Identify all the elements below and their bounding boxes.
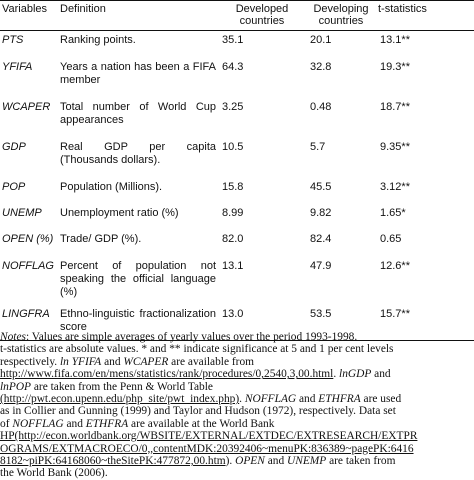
cell-variable: POP	[2, 180, 26, 193]
table-row	[0, 31, 474, 58]
cell-developed: 3.25	[222, 100, 244, 113]
table-row	[0, 257, 474, 305]
cell-definition: Total number of World Cup appearances	[60, 100, 216, 126]
notes-variable: lnPOP	[0, 380, 32, 393]
notes-text: respectively.	[0, 355, 60, 368]
worldbank-link-end[interactable]: 8182~piPK:64168060~theSitePK:477872,00.htm	[0, 455, 226, 468]
cell-variable: NOFFLAG	[2, 259, 54, 272]
cell-variable: OPEN (%)	[2, 232, 54, 245]
worldbank-link-cont[interactable]: OGRAMS/EXTMACROECO/0,,contentMDK:20392406~menuPK:836389~pagePK:6416	[0, 442, 414, 455]
cell-tstat: 18.7**	[380, 100, 410, 113]
notes-variable: NOFFLAG	[244, 393, 297, 406]
notes-text: and	[63, 417, 86, 430]
notes-line	[0, 393, 474, 405]
header-definition: Definition	[58, 1, 218, 31]
cell-tstat: 19.3**	[380, 60, 410, 73]
cell-developed: 35.1	[222, 34, 244, 46]
header-tstat: t-statistics	[376, 1, 474, 31]
cell-developing: 9.82	[310, 206, 332, 219]
cell-definition: Trade/ GDP (%).	[60, 232, 142, 245]
cell-developed: 15.8	[222, 180, 244, 193]
cell-variable: LINGFRA	[0, 305, 58, 341]
cell-variable: GDP	[2, 140, 26, 153]
notes-variable: UNEMP	[287, 455, 327, 468]
cell-definition: Ranking points.	[60, 34, 136, 46]
cell-developing: 53.5	[306, 305, 376, 341]
cell-definition: Percent of population not speaking the official language (%)	[60, 259, 216, 298]
notes-line	[0, 418, 474, 430]
table-row	[0, 204, 474, 230]
table-notes	[0, 331, 474, 480]
notes-text: are available at the World Bank	[128, 417, 275, 430]
table-row	[0, 178, 474, 204]
notes-text: and	[371, 368, 391, 381]
table-row	[0, 138, 474, 178]
cell-variable: UNEMP	[2, 206, 42, 219]
cell-developing: 0.48	[310, 100, 332, 113]
cell-developing: 47.9	[310, 259, 332, 272]
notes-text: and	[264, 455, 287, 468]
notes-text: and	[296, 393, 319, 406]
notes-variable: NOFFLAG	[12, 417, 64, 430]
notes-text: : Values are simple averages of yearly values over the period 1993-1998.	[25, 331, 358, 343]
header-variables: Variables	[0, 1, 58, 31]
notes-variable: WCAPER	[123, 355, 169, 368]
cell-tstat: 3.12**	[380, 180, 410, 193]
notes-text: are taken from the Penn & World Table	[31, 380, 213, 393]
notes-text: .	[333, 368, 340, 381]
cell-tstat: 0.65	[380, 232, 402, 245]
cell-developing: 82.4	[310, 232, 332, 245]
table-header	[0, 1, 474, 31]
notes-text: are used	[360, 393, 402, 406]
notes-text: ).	[225, 455, 236, 468]
notes-text: of	[0, 417, 13, 430]
cell-tstat: 15.7**	[376, 305, 474, 341]
cell-developed: 13.0	[218, 305, 306, 341]
notes-line	[0, 368, 474, 380]
notes-variable: OPEN	[235, 455, 265, 468]
cell-definition: Unemployment ratio (%)	[60, 206, 179, 219]
notes-label: Notes	[0, 331, 26, 343]
cell-variable: WCAPER	[2, 100, 51, 113]
cell-developing: 32.8	[310, 60, 332, 73]
table-row	[0, 58, 474, 98]
cell-developed: 8.99	[222, 206, 244, 219]
worldbank-link[interactable]: HP(http://econ.worldbank.org/WBSITE/EXTERNAL/EXTDEC/EXTRESEARCH/EXTPR	[0, 430, 418, 443]
notes-line	[0, 356, 474, 368]
cell-variable: YFIFA	[2, 60, 33, 73]
pwt-link[interactable]: (http://pwt.econ.upenn.edu/php_site/pwt_index.php)	[0, 393, 240, 406]
notes-line: t-statistics are absolute values. * and ** indicate significance at 5 and 1 per cent levels	[0, 343, 394, 356]
cell-definition: Ethno-linguistic fractionalization score	[58, 305, 218, 341]
cell-developing: 45.5	[310, 180, 332, 193]
notes-text: .	[239, 393, 245, 406]
cell-definition: Real GDP per capita (Thousands dollars).	[60, 140, 216, 166]
cell-developed: 82.0	[222, 232, 244, 245]
cell-developed: 10.5	[222, 140, 244, 153]
cell-developing: 5.7	[310, 140, 326, 153]
cell-developing: 20.1	[310, 34, 332, 46]
notes-variable: ETHFRA	[318, 393, 361, 406]
cell-tstat: 9.35**	[380, 140, 410, 153]
cell-tstat: 12.6**	[380, 259, 410, 272]
cell-definition: Population (Millions).	[60, 180, 163, 193]
table-row	[0, 98, 474, 138]
cell-developed: 13.1	[222, 259, 244, 272]
notes-variable: lnGDP	[339, 368, 372, 381]
notes-line: the World Bank (2006).	[0, 467, 108, 480]
notes-variable: ln YFIFA	[59, 355, 102, 368]
cell-variable: PTS	[2, 34, 24, 46]
notes-text: are taken from	[326, 455, 396, 468]
header-developed: Developed countries	[218, 1, 306, 31]
table-row	[0, 230, 474, 257]
notes-line: as in Collier and Gunning (1999) and Taylor and Hudson (1972), respectively. Data set	[0, 405, 396, 418]
notes-line	[0, 381, 474, 393]
header-developing: Developing countries	[306, 1, 376, 31]
cell-tstat: 1.65*	[380, 206, 406, 219]
notes-line	[0, 455, 474, 467]
notes-variable: ETHFRA	[85, 417, 129, 430]
cell-tstat: 13.1**	[380, 34, 410, 46]
notes-text: are available from	[168, 355, 255, 368]
notes-text: and	[101, 355, 124, 368]
notes-line	[0, 331, 474, 343]
cell-developed: 64.3	[222, 60, 244, 73]
fifa-link[interactable]: http://www.fifa.com/en/mens/statistics/rank/procedures/0,2540,3,00.html	[0, 368, 334, 381]
cell-definition: Years a nation has been a FIFA member	[60, 60, 216, 86]
